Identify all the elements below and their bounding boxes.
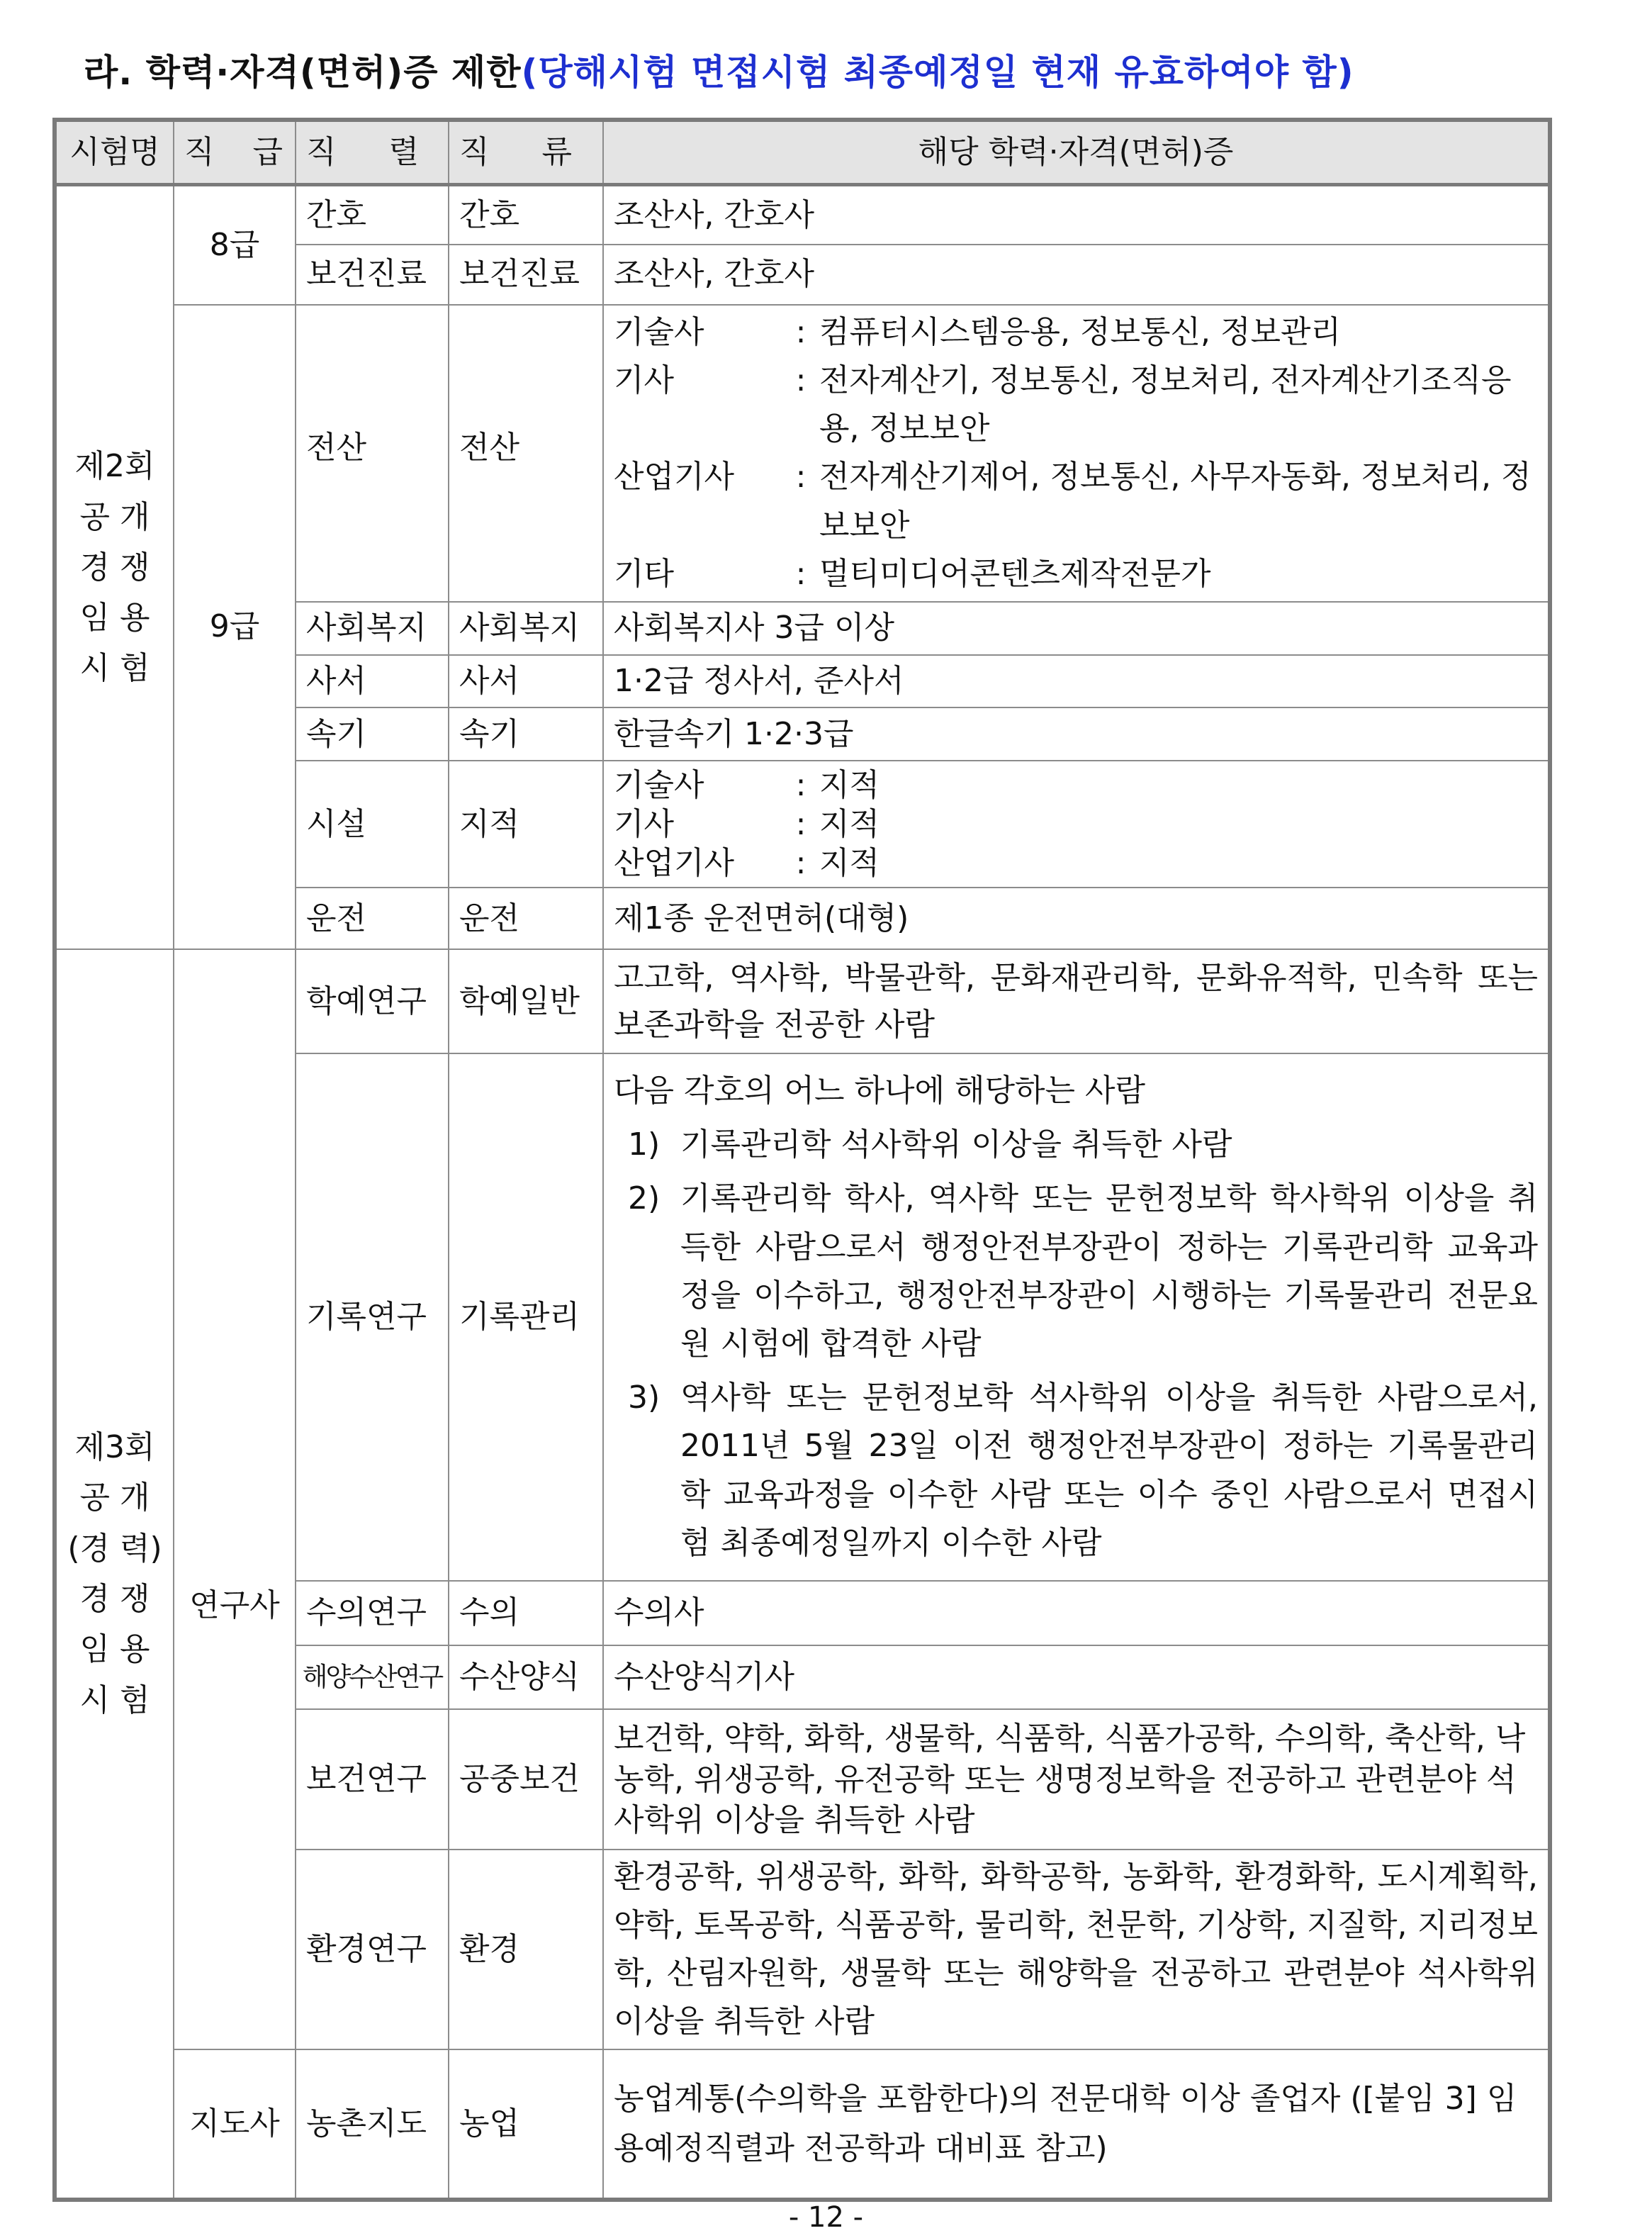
series-cell: 학예연구	[296, 949, 449, 1053]
qualification-cell	[603, 1053, 1550, 1581]
kind-cell: 기록관리	[449, 1053, 603, 1581]
grade-8: 8급	[174, 185, 296, 305]
section-title-main: 라. 학력·자격(면허)증 제한	[84, 52, 522, 93]
kind-cell: 보건진료	[449, 245, 603, 305]
table-row	[55, 305, 1550, 602]
kind-cell: 간호	[449, 185, 603, 245]
exam-name-3: 제3회 공 개 (경 력) 경 쟁 임 용 시 험	[55, 949, 174, 2200]
qual-item: 산업기사 : 지적	[614, 845, 880, 882]
table-row	[55, 2049, 1550, 2200]
header-exam: 시험명	[55, 120, 174, 185]
kind-cell: 환경	[449, 1850, 603, 2049]
section-title	[84, 44, 1354, 95]
series-cell: 농촌지도	[296, 2049, 449, 2200]
header-grade: 직 급	[174, 120, 296, 185]
qualification-cell: 환경공학, 위생공학, 화학, 화학공학, 농화학, 환경화학, 도시계획학, 약학, 토목공학, 식품공학, 물리학, 천문학, 기상학, 지질학, 지리정보학, 산림자원학, 생물학 또는 해양학을 전공하고 관련분야 석사학위 이상을 취득한 사람	[603, 1850, 1550, 2049]
kind-cell: 운전	[449, 888, 603, 949]
qual-item: 기술사 : 지적	[614, 767, 880, 804]
qual-item: 3) 역사학 또는 문헌정보학 석사학위 이상을 취득한 사람으로서, 2011년 5월 23일 이전 행정안전부장관이 정하는 기록물관리학 교육과정을 이수한 사람 또는 이수 중인 사람으로서 면접시험 최종예정일까지 이수한 사람	[628, 1380, 1538, 1561]
series-cell: 시설	[296, 761, 449, 888]
kind-cell: 사회복지	[449, 602, 603, 655]
header-kind: 직 류	[449, 120, 603, 185]
qual-lead: 다음 각호의 어느 하나에 해당하는 사람	[614, 1073, 1145, 1109]
qualification-cell	[603, 761, 1550, 888]
qualification-cell: 수산양식기사	[603, 1645, 1550, 1710]
series-cell: 전산	[296, 305, 449, 602]
kind-cell: 사서	[449, 655, 603, 708]
table-header-row	[55, 120, 1550, 185]
qualification-cell: 1·2급 정사서, 준사서	[603, 655, 1550, 708]
grade-instructor: 지도사	[174, 2049, 296, 2200]
kind-cell: 수의	[449, 1581, 603, 1645]
qual-item: 기타 : 멀티미디어콘텐츠제작전문가	[614, 555, 1211, 592]
qual-item: 기사 : 지적	[614, 806, 880, 843]
series-cell: 보건연구	[296, 1709, 449, 1850]
qualification-cell: 고고학, 역사학, 박물관학, 문화재관리학, 문화유적학, 민속학 또는 보존과학을 전공한 사람	[603, 949, 1550, 1053]
kind-cell: 수산양식	[449, 1645, 603, 1710]
qual-item: 1) 기록관리학 석사학위 이상을 취득한 사람	[628, 1126, 1232, 1163]
qual-item: 기술사 : 컴퓨터시스템응용, 정보통신, 정보관리	[614, 313, 1342, 350]
kind-cell: 전산	[449, 305, 603, 602]
qualification-cell	[603, 305, 1550, 602]
series-cell: 간호	[296, 185, 449, 245]
section-title-note: (당해시험 면접시험 최종예정일 현재 유효하여야 함)	[521, 52, 1354, 93]
qual-item: 2) 기록관리학 학사, 역사학 또는 문헌정보학 학사학위 이상을 취득한 사람으로서 행정안전부장관이 정하는 기록관리학 교육과정을 이수하고, 행정안전부장관이 시행하는 기록물관리 전문요원 시험에 합격한 사람	[628, 1180, 1538, 1363]
qualification-cell: 제1종 운전면허(대형)	[603, 888, 1550, 949]
table-row	[55, 949, 1550, 1053]
series-cell: 사서	[296, 655, 449, 708]
qualification-cell: 보건학, 약학, 화학, 생물학, 식품학, 식품가공학, 수의학, 축산학, 낙농학, 위생공학, 유전공학 또는 생명정보학을 전공하고 관련분야 석사학위 이상을 취득한 사람	[603, 1709, 1550, 1850]
series-cell: 기록연구	[296, 1053, 449, 1581]
exam-name-2: 제2회 공 개 경 쟁 임 용 시 험	[55, 185, 174, 949]
qualification-cell: 농업계통(수의학을 포함한다)의 전문대학 이상 졸업자 ([붙임 3] 임용예정직렬과 전공학과 대비표 참고)	[603, 2049, 1550, 2200]
kind-cell: 지적	[449, 761, 603, 888]
kind-cell: 학예일반	[449, 949, 603, 1053]
qual-item: 기사 : 전자계산기, 정보통신, 정보처리, 전자계산기조직응용, 정보보안	[614, 362, 1512, 447]
grade-researcher: 연구사	[174, 949, 296, 2049]
qualification-cell: 사회복지사 3급 이상	[603, 602, 1550, 655]
qualification-cell: 조산사, 간호사	[603, 185, 1550, 245]
qualification-cell: 수의사	[603, 1581, 1550, 1645]
series-cell: 보건진료	[296, 245, 449, 305]
qualification-cell: 조산사, 간호사	[603, 245, 1550, 305]
header-qualification: 해당 학력·자격(면허)증	[603, 120, 1550, 185]
table-row	[55, 185, 1550, 245]
series-cell: 사회복지	[296, 602, 449, 655]
kind-cell: 농업	[449, 2049, 603, 2200]
qual-item: 산업기사 : 전자계산기제어, 정보통신, 사무자동화, 정보처리, 정보보안	[614, 459, 1532, 544]
series-cell: 운전	[296, 888, 449, 949]
qualification-table	[52, 118, 1552, 2202]
series-cell: 해양수산연구	[296, 1645, 449, 1710]
kind-cell: 속기	[449, 707, 603, 761]
series-cell: 환경연구	[296, 1850, 449, 2049]
qualification-cell: 한글속기 1·2·3급	[603, 707, 1550, 761]
series-cell: 속기	[296, 707, 449, 761]
kind-cell: 공중보건	[449, 1709, 603, 1850]
header-series: 직 렬	[296, 120, 449, 185]
grade-9: 9급	[174, 305, 296, 949]
series-cell: 수의연구	[296, 1581, 449, 1645]
page-number: - 12 -	[788, 2201, 864, 2234]
